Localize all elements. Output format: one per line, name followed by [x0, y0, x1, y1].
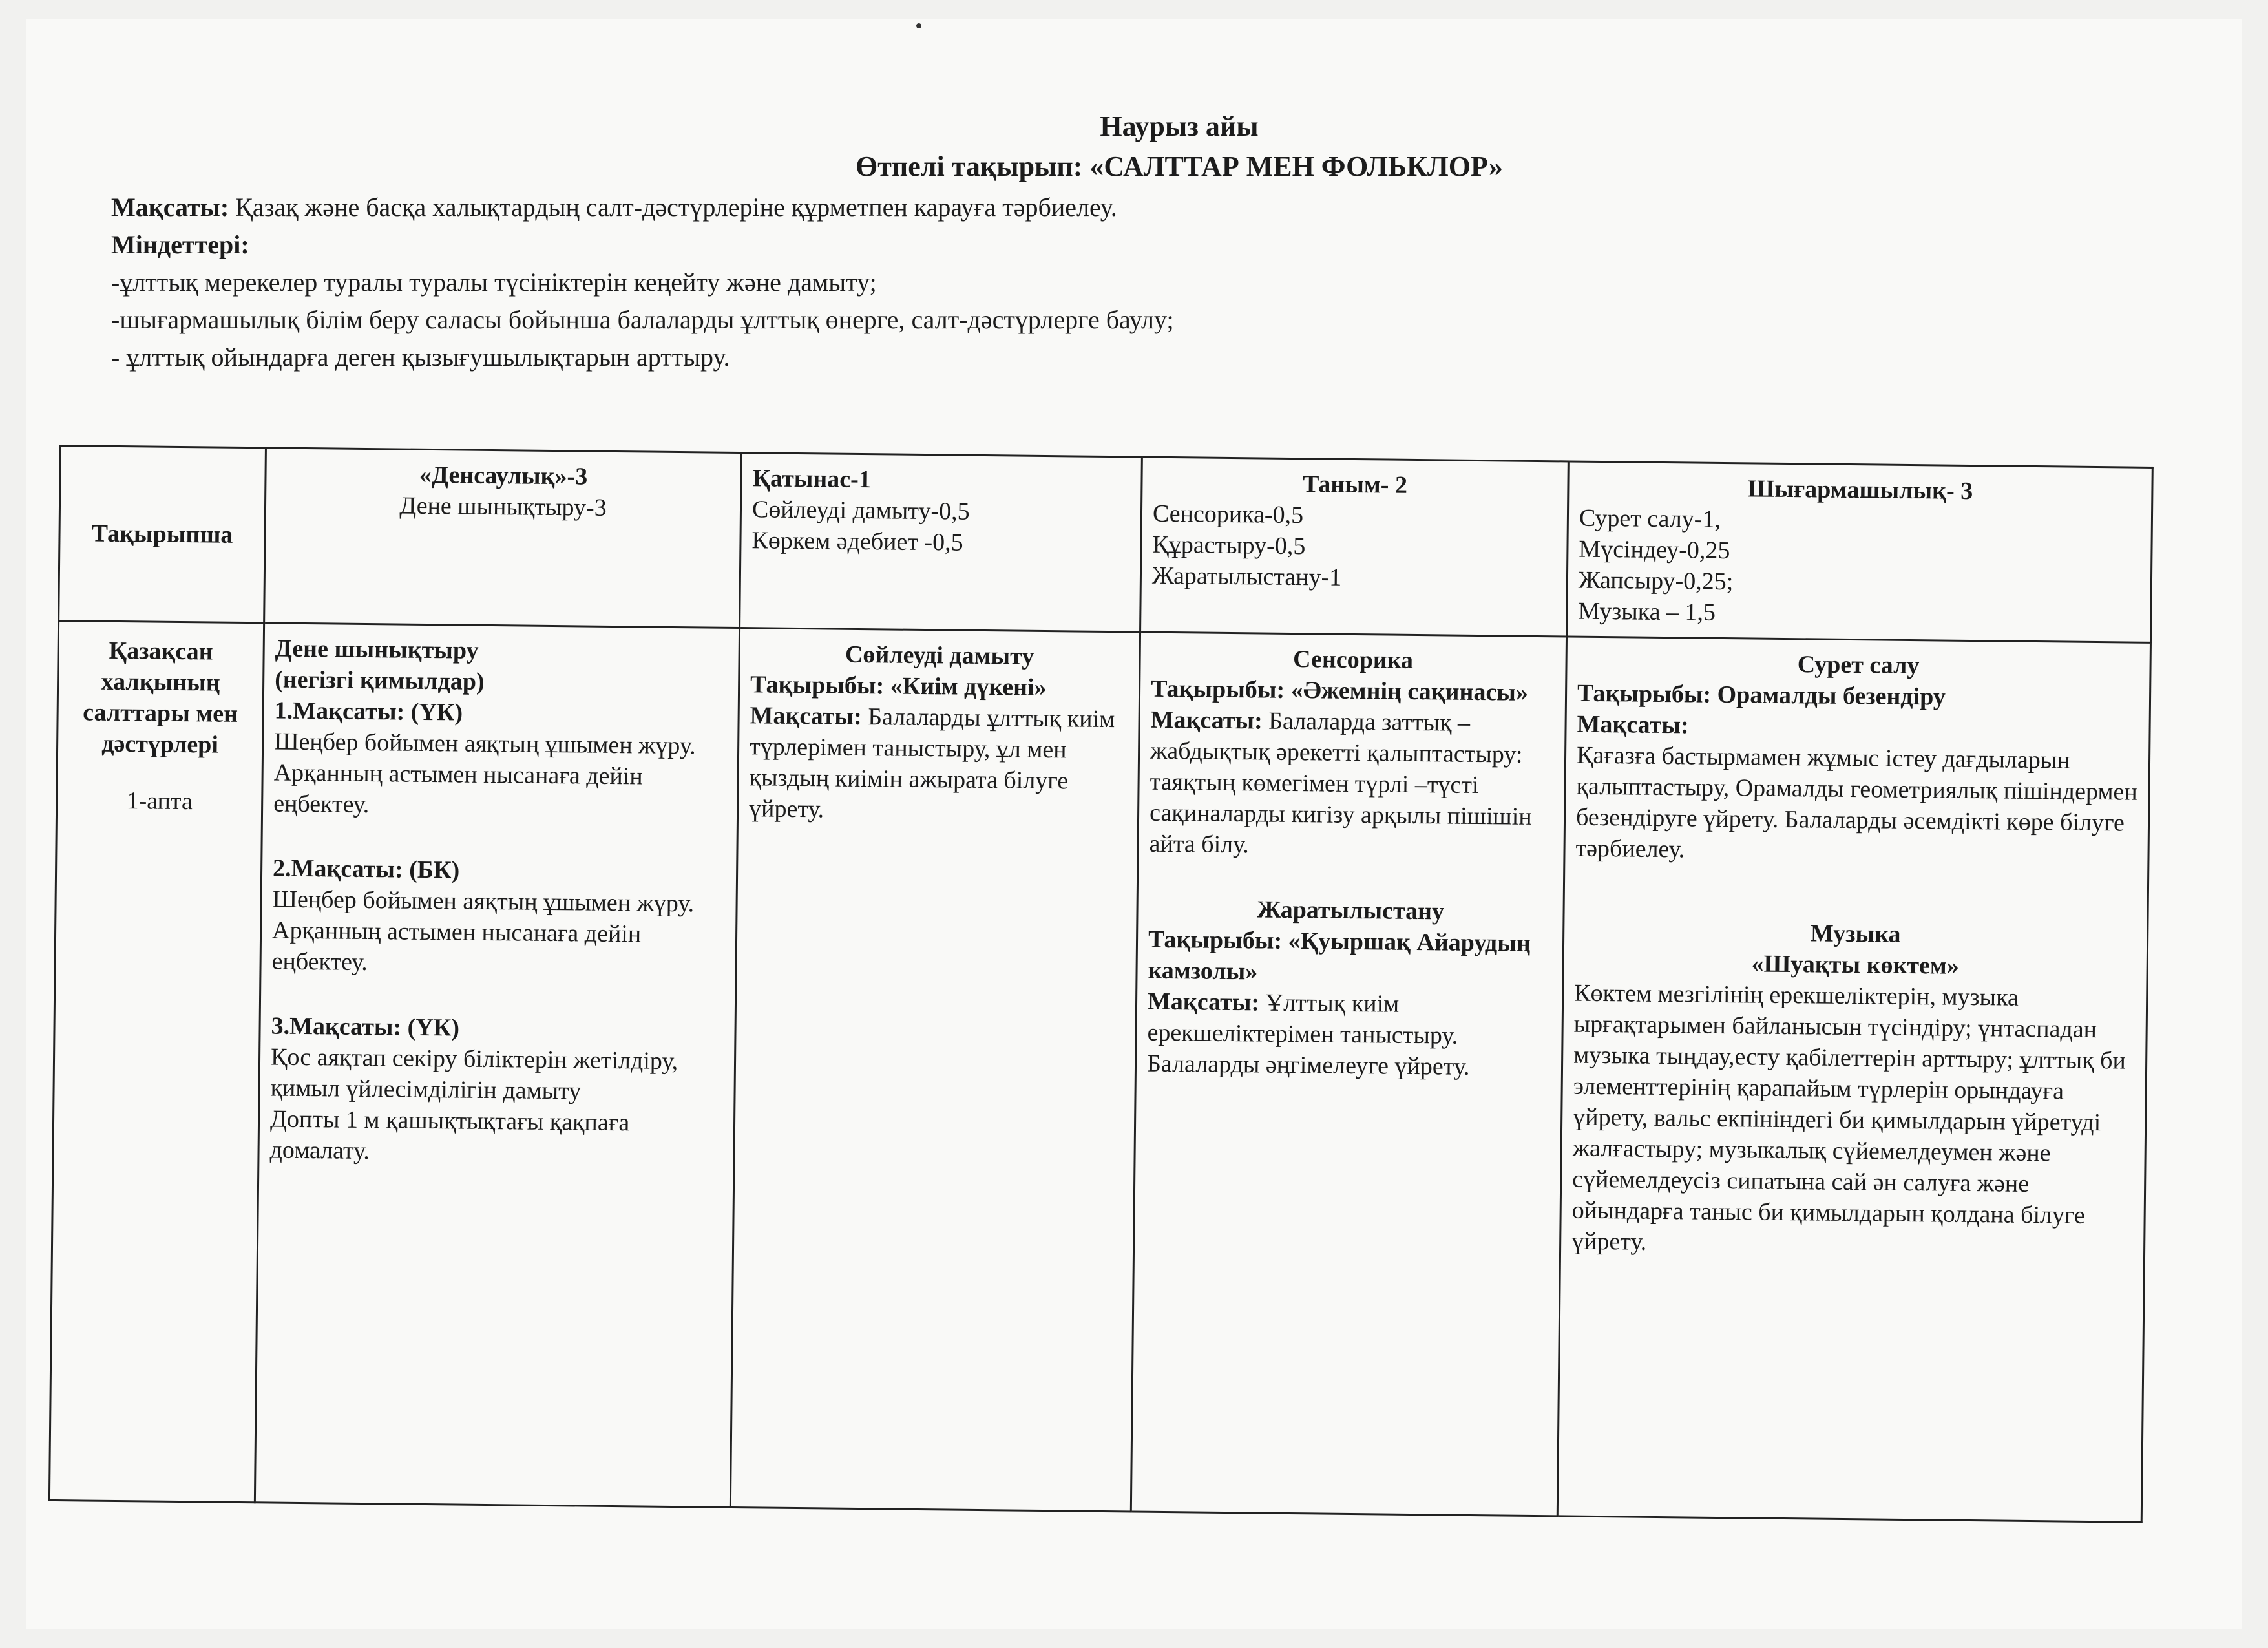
goal-label: Мақсаты: [1150, 706, 1263, 735]
comm-item: Сөйлеуді дамыту-0,5 [751, 496, 970, 525]
goal-label: Мақсаты: [1147, 988, 1260, 1017]
header-communication [740, 453, 1142, 632]
speech-goal [749, 700, 1128, 828]
creat-title: Шығармашылық- 3 [1747, 475, 1973, 505]
drawing-goal-label: Мақсаты: [1577, 710, 1689, 739]
plan-table [48, 445, 2154, 1523]
pe-goal-line: Қос аяқтап секіру біліктерін жетілдіру, қимыл үйлесімділігін дамыту [270, 1043, 678, 1105]
table-header-row [59, 446, 2153, 643]
goal-line [111, 189, 1791, 226]
sensory-topic [1151, 673, 1555, 709]
pe-goal-label: 3.Мақсаты: (ҮК) [271, 1012, 460, 1042]
sensory-block [1149, 642, 1555, 864]
cell-speech [730, 628, 1140, 1512]
music-title: Музыка [1810, 920, 1901, 948]
pe-goal-line: Арқанның астымен нысанаға дейін еңбектеу. [273, 759, 643, 819]
health-title: «Денсаулық»-3 [419, 461, 588, 491]
cog-item: Жаратылыстану-1 [1151, 562, 1342, 591]
row-label: Қазақсан халқының салттары мен дәстүрлері [83, 637, 238, 759]
cog-item: Сенсорика-0,5 [1152, 500, 1304, 529]
header-health [264, 448, 742, 628]
pe-goal-line: Шеңбер бойымен аяқтың ұшымен жүру. [272, 885, 695, 918]
task-item: -шығармашылық білім беру саласы бойынша балаларды ұлттық өнерге, салт-дәстүрлерге баулу; [111, 305, 1174, 334]
drawing-goal-text: Қағазға бастырмамен жұмыс істеу дағдыларын қалыптастыру, Орамалды геометриялық пішіндермен безендіруге үйрету. Балаларды әсемдікті көре білуге тәрбиелеу. [1575, 741, 2137, 863]
pe-goal-line: Арқанның астымен нысанаға дейін еңбектеу. [271, 916, 642, 977]
sensory-goal [1149, 704, 1554, 864]
nature-block [1147, 893, 1553, 1084]
drawing-topic: Тақырыбы: Орамалды безендіру [1577, 679, 1946, 711]
music-subtitle: «Шуақты көктем» [1751, 950, 1960, 980]
month-heading: Наурыз айы [1100, 111, 1259, 142]
sensory-goal-text: Балаларда заттық – жабдықтық әрекетті қалыптастыру: таяқтың көмегімен түрлі –түсті сақиналарды кигізу арқылы пішішін айта білу. [1149, 707, 1532, 859]
creat-item: Жапсыру-0,25; [1578, 566, 1734, 596]
pe-goal-1 [273, 695, 728, 824]
cell-physical-education [255, 623, 739, 1508]
goal-label: Мақсаты: [111, 193, 229, 222]
goal-label: Мақсаты: [750, 702, 862, 731]
pe-subtitle: (негізгі қимылдар) [274, 666, 485, 695]
nature-topic [1148, 924, 1552, 991]
comm-item: Көркем әдебиет -0,5 [751, 527, 963, 556]
week-label: 1-апта [126, 787, 193, 816]
pe-goal-label: 1.Мақсаты: (ҮК) [274, 697, 463, 726]
pe-goal-3 [269, 1010, 724, 1170]
ink-dot [916, 23, 921, 28]
nature-goal [1147, 986, 1551, 1084]
topic-label: Тақырыбы: [750, 671, 885, 700]
header-creativity [1567, 461, 2153, 642]
theme-heading: Өтпелі тақырып: «САЛТТАР МЕН ФОЛЬКЛОР» [856, 151, 1503, 182]
pe-goal-label: 2.Мақсаты: (БК) [272, 854, 460, 884]
tasks-label: Міндеттері: [111, 230, 249, 259]
cell-cognition [1131, 632, 1566, 1516]
drawing-title: Сурет салу [1797, 651, 1920, 680]
sensory-title: Сенсорика [1292, 646, 1414, 674]
cell-creativity [1557, 637, 2150, 1522]
pe-goal-line: Допты 1 м қашықтықтағы қақпаға домалату. [269, 1105, 630, 1165]
speech-topic [750, 669, 1128, 704]
sensory-topic-text: «Әжемнің сақинасы» [1284, 676, 1529, 706]
cog-item: Құрастыру-0,5 [1152, 531, 1306, 560]
speech-goal-text: Балаларды ұлттық киім түрлерімен таныстыру, ұл мен қыздың киімін ажырата білуге үйрету. [748, 703, 1115, 823]
topic-label: Тақырыбы: [1148, 925, 1283, 955]
table-row [49, 621, 2150, 1523]
header-subtopic: Тақырыпша [59, 446, 266, 623]
drawing-block [1575, 647, 2139, 870]
creat-item: Музыка – 1,5 [1578, 597, 1716, 626]
music-block [1571, 916, 2136, 1263]
header-cognition [1140, 457, 1569, 637]
creat-item: Сурет салу-1, [1579, 504, 1721, 533]
speech-topic-text: «Киім дүкені» [884, 672, 1047, 702]
topic-label: Тақырыбы: [1150, 675, 1285, 704]
pe-goal-line: Шеңбер бойымен аяқтың ұшымен жүру. [273, 728, 696, 760]
music-text: Көктем мезгілінің ерекшеліктерін, музыка ырғақтарымен байланысын түсіндіру; үнтаспадан музыка тыңдау,есту қабілеттерін арттыру; ұлттық би элементтерінің қарапайым түрлерін орындауға үйрету, вальс екпініндегі би қимылдарын үйретуді жалғастыру; музыкалық сүйемелдеумен және сүйемелдеусіз сипатына сай ән салуға және ойындарға таныс би қимылдарын қолдана білуге үйрету. [1571, 979, 2126, 1256]
intro-block [111, 189, 1791, 376]
nature-title: Жаратылыстану [1256, 896, 1445, 925]
pe-title: Дене шынықтыру [275, 635, 479, 664]
tasks-label-line [111, 226, 1791, 264]
creat-item: Мүсіндеу-0,25 [1579, 535, 1730, 565]
goal-text: Қазақ және басқа халықтардың салт-дәстүрлеріне құрметпен карауға тәрбиелеу. [229, 193, 1117, 222]
pe-goal-2 [271, 852, 726, 981]
comm-title: Қатынас-1 [752, 465, 872, 494]
task-item: - ұлттық ойындарға деген қызығушылықтарын арттыру. [111, 343, 730, 372]
task-item: -ұлттық мерекелер туралы туралы түсініктерін кеңейту және дамыту; [111, 268, 877, 297]
nature-topic-text: «Қуыршақ Айарудың камзолы» [1148, 927, 1531, 986]
nature-goal-text: Ұлттық киім ерекшеліктерімен таныстыру. Балаларды әңгімелеуге үйрету. [1146, 989, 1470, 1081]
row-subtopic [49, 621, 264, 1503]
cog-title: Таным- 2 [1302, 470, 1408, 499]
speech-title: Сөйлеуді дамыту [845, 640, 1034, 670]
health-sub: Дене шынықтыру-3 [399, 492, 607, 522]
